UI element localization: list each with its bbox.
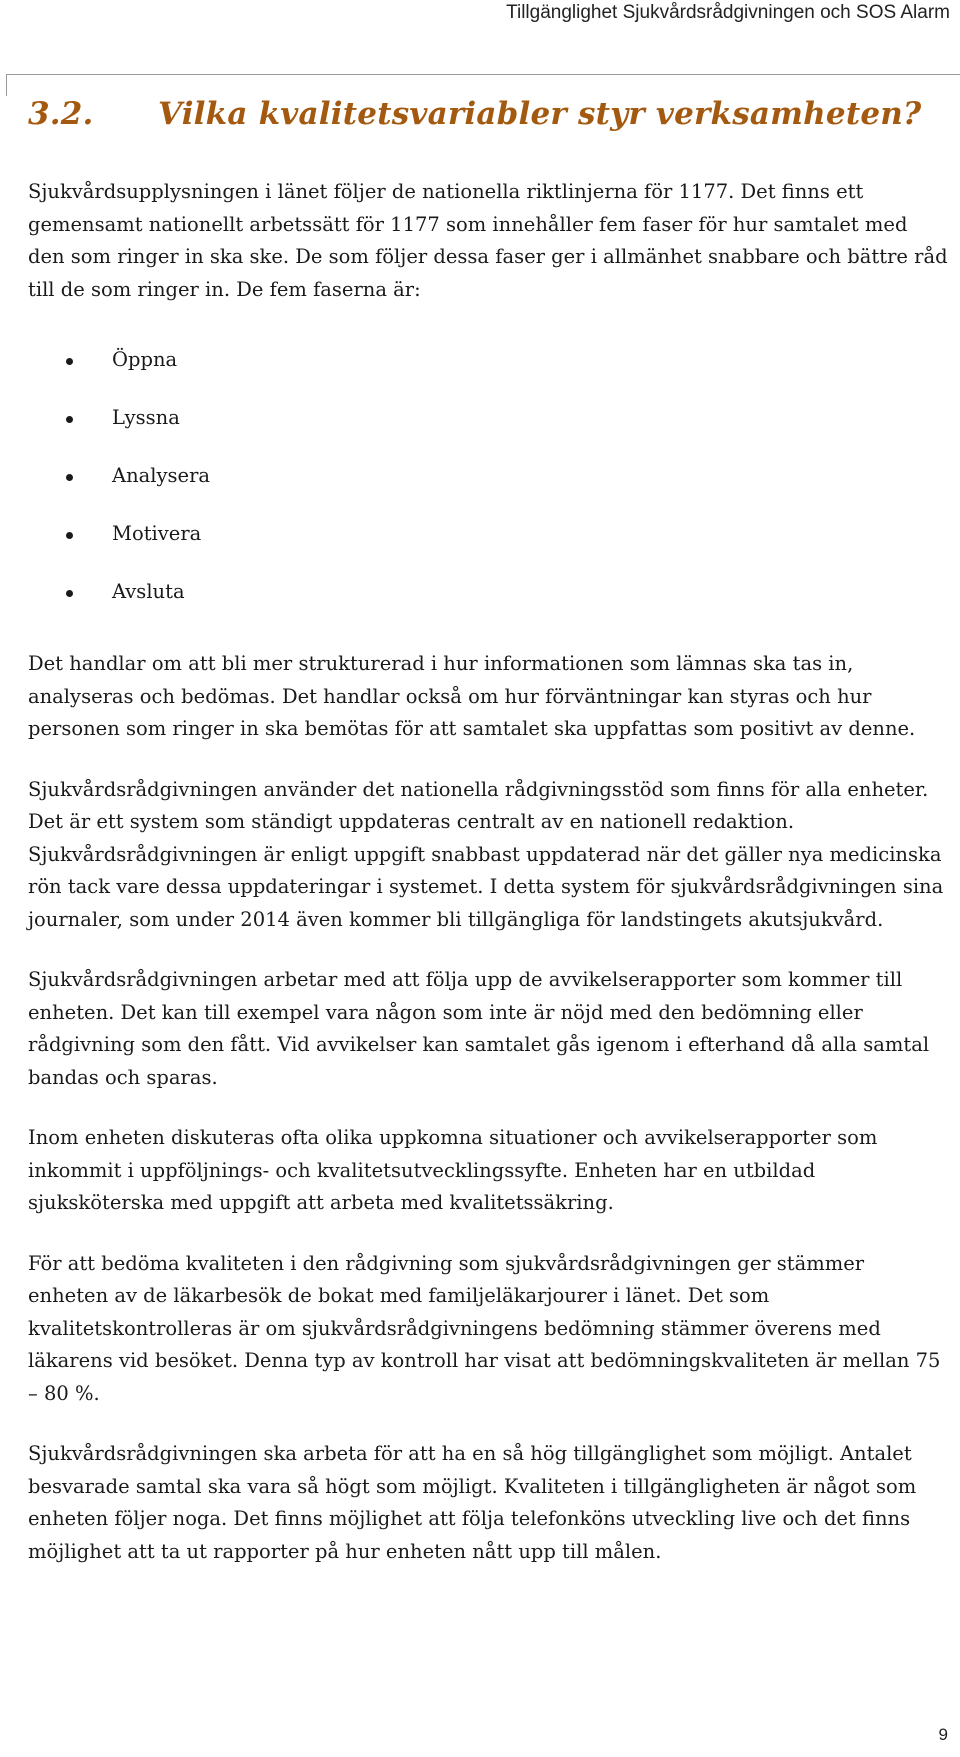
list-item: [28, 344, 948, 402]
intro-paragraph: Sjukvårdsupplysningen i länet följer de nationella riktlinjerna för 1177. Det finns ett gemensamt nationellt arbetssätt för 1177 som innehåller fem faser för hur samtalet med den som ringer in ska ske. De som följer dessa faser ger i allmänhet snabbare och bättre råd till de som ringer in. De fem faserna är:: [28, 180, 948, 301]
list-item: [28, 518, 948, 576]
list-item: [28, 460, 948, 518]
paragraph-quality-work: Inom enheten diskuteras ofta olika uppkomna situationer och avvikelserapporter som inkommit i uppföljnings- och kvalitetsutvecklingssyfte. Enheten har en utbildad sjuksköterska med uppgift att arbeta med kvalitetssäkring.: [28, 1126, 878, 1214]
bullet-icon: [66, 416, 73, 423]
paragraph-availability: Sjukvårdsrådgivningen ska arbeta för att ha en så hög tillgänglighet som möjligt. Antalet besvarade samtal ska vara så högt som möjligt. Kvaliteten i tillgängligheten är något som enheten följer noga. Det finns möjlighet att följa telefonköns utveckling live och det finns möjlighet att ta ut rapporter på hur enheten nått upp till målen.: [28, 1442, 917, 1563]
section-number: 3.2.: [28, 96, 94, 132]
bullet-icon: [66, 590, 73, 597]
section-title: Vilka kvalitetsvariabler styr verksamheten?: [158, 96, 922, 132]
list-item: [28, 402, 948, 460]
phase-label: Analysera: [112, 464, 211, 487]
bullet-icon: [66, 532, 73, 539]
bullet-icon: [66, 358, 73, 365]
bullet-icon: [66, 474, 73, 481]
paragraph-assessment-quality: För att bedöma kvaliteten i den rådgivning som sjukvårdsrådgivningen ger stämmer enheten av de läkarbesök de bokat med familjeläkarjourer i länet. Det som kvalitetskontrolleras är om sjukvårdsrådgivningens bedömning stämmer överens med läkarens vid besöket. Denna typ av kontroll har visat att bedömningskvaliteten är mellan 75 – 80 %.: [28, 1251, 941, 1405]
paragraph-advice-support: Sjukvårdsrådgivningen använder det nationella rådgivningsstöd som finns för alla enheter. Det är ett system som ständigt uppdateras centralt av en nationell redaktion. Sjukvårdsrådgivningen är enligt uppgift snabbast uppdaterad när det gäller nya medicinska rön tack vare dessa uppdateringar i systemet. I detta system för sjukvårdsrådgivningen sina journaler, som under 2014 även kommer bli tillgängliga för landstingets akutsjukvård.: [28, 777, 944, 931]
paragraph-structure: Det handlar om att bli mer strukturerad i hur informationen som lämnas ska tas in, analyseras och bedömas. Det handlar också om hur förväntningar kan styras och hur personen som ringer in ska bemötas för att samtalet ska uppfattas som positivt av denne.: [28, 652, 916, 740]
header-rule: [6, 74, 960, 75]
running-header: Tillgänglighet Sjukvårdsrådgivningen och SOS Alarm: [506, 2, 950, 23]
phase-label: Avsluta: [112, 580, 185, 603]
phase-list: [28, 344, 948, 634]
list-item: [28, 576, 948, 634]
phase-label: Motivera: [112, 522, 202, 545]
paragraph-deviation-reports: Sjukvårdsrådgivningen arbetar med att följa upp de avvikelserapporter som kommer till enheten. Det kan till exempel vara någon som inte är nöjd med den bedömning eller rådgivning som den fått. Vid avvikelser kan samtalet gås igenom i efterhand då alla samtal bandas och sparas.: [28, 968, 930, 1089]
header-rule-corner: [6, 74, 7, 96]
section-heading: [28, 96, 921, 132]
phase-label: Lyssna: [112, 406, 180, 429]
phase-label: Öppna: [112, 348, 178, 371]
body-text: [28, 176, 948, 1596]
page-number: 9: [938, 1725, 948, 1744]
